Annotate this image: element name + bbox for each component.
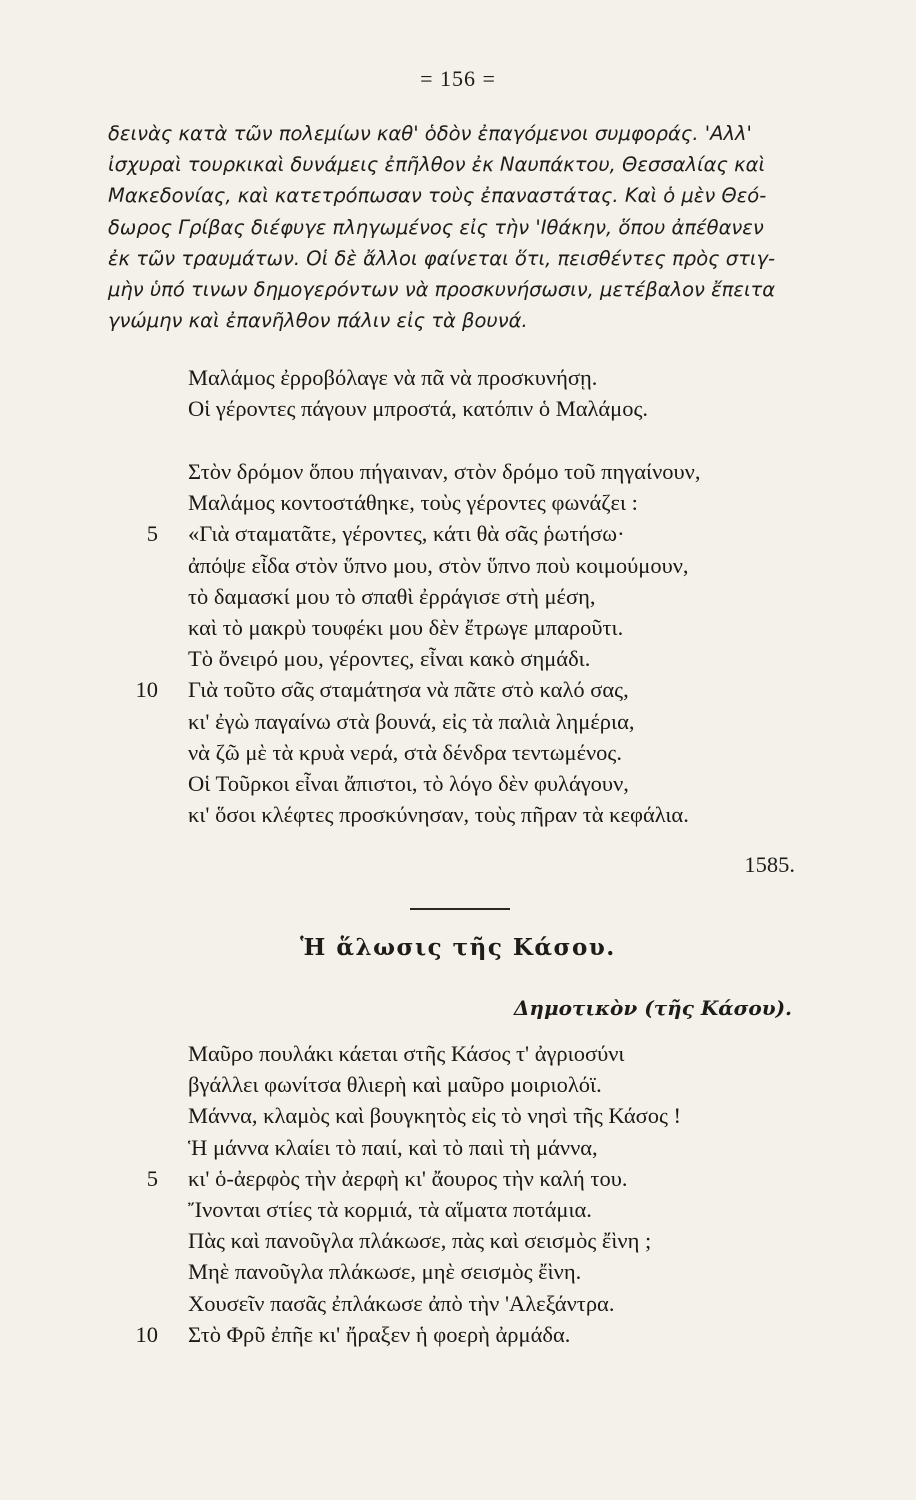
verse-line bbox=[0, 393, 916, 424]
verse-text: Πὰς καὶ πανοῦγλα πλάκωσε, πὰς καὶ σεισμὸς ἔὶνη ; bbox=[188, 1228, 652, 1254]
verse-text: Ἡ μάννα κλαίει τὸ παιί, καὶ τὸ παιὶ τὴ μάννα, bbox=[188, 1134, 598, 1160]
prose-line: ἐκ τῶν τραυμάτων. Οἱ δὲ ἄλλοι φαίνεται ὅτι, πεισθέντες πρὸς στιγ- bbox=[108, 246, 776, 270]
verse-line bbox=[0, 1288, 916, 1319]
prose-line: ἰσχυραὶ τουρκικαὶ δυνάμεις ἐπῆλθον ἐκ Ναυπάκτου, Θεσσαλίας καὶ bbox=[108, 153, 766, 177]
verse-line bbox=[0, 518, 916, 549]
verse-line bbox=[0, 1100, 916, 1131]
verse-line bbox=[0, 768, 916, 799]
verse-line bbox=[0, 706, 916, 737]
verse-text: Οἱ γέροντες πάγουν μπροστά, κατόπιν ὁ Μαλάμος. bbox=[188, 396, 649, 422]
poem-intro-couplet bbox=[0, 362, 916, 424]
prose-line: δωρος Γρίβας διέφυγε πληγωμένος εἰς τὴν 'Ιθάκην, ὅπου ἀπέθανεν bbox=[108, 215, 764, 239]
prose-line: γνώμην καὶ ἐπανῆλθον πάλιν εἰς τὰ βουνά. bbox=[108, 309, 528, 333]
verse-text: κι' ἐγὼ παγαίνω στὰ βουνά, εἰς τὰ παλιὰ λημέρια, bbox=[188, 708, 635, 734]
verse-text: Οἱ Τοῦρκοι εἶναι ἄπιστοι, τὸ λόγο δὲν φυλάγουν, bbox=[188, 770, 629, 796]
verse-line bbox=[0, 456, 916, 487]
verse-text: Τὸ ὄνειρό μου, γέροντες, εἶναι κακὸ σημάδι. bbox=[188, 646, 591, 672]
section-divider bbox=[410, 908, 510, 910]
verse-line bbox=[0, 1225, 916, 1256]
verse-line bbox=[0, 1069, 916, 1100]
verse-text: Χουσεῖν πασᾶς ἐπλάκωσε ἀπὸ τὴν 'Αλεξάντρα. bbox=[188, 1290, 615, 1316]
poem-malamos bbox=[0, 456, 916, 830]
verse-line bbox=[0, 1038, 916, 1069]
line-number: 5 bbox=[146, 521, 158, 547]
prose-line: μὴν ὑπό τινων δημογερόντων νὰ προσκυνήσωσιν, μετέβαλον ἔπειτα bbox=[108, 277, 776, 301]
verse-text: «Γιὰ σταματᾶτε, γέροντες, κάτι θὰ σᾶς ῥωτήσω· bbox=[188, 521, 625, 547]
verse-text: Μαλάμος ἐρροβόλαγε νὰ πᾶ νὰ προσκυνήσῃ. bbox=[188, 365, 598, 390]
section-subtitle: Δημοτικὸν (τῆς Κάσου). bbox=[513, 996, 792, 1020]
verse-line bbox=[0, 362, 916, 393]
verse-text: κι' ὅσοι κλέφτες προσκύνησαν, τοὺς πῆραν τὰ κεφάλια. bbox=[188, 802, 689, 828]
page-number: = 156 = bbox=[420, 66, 496, 91]
verse-text: τὸ δαμασκί μου τὸ σπαθὶ ἐρράγισε στὴ μέση, bbox=[188, 583, 596, 609]
verse-text: Μηὲ πανοῦγλα πλάκωσε, μηὲ σεισμὸς ἔὶνη. bbox=[188, 1259, 582, 1285]
verse-text: Ἴνονται στίες τὰ κορμιά, τὰ αἵματα ποτάμια. bbox=[188, 1196, 592, 1222]
verse-line bbox=[0, 643, 916, 674]
verse-text: Μάννα, κλαμὸς καὶ βουγκητὸς εἰς τὸ νησὶ τῆς Κάσος ! bbox=[188, 1103, 682, 1129]
prose-line: Μακεδονίας, καὶ κατετρόπωσαν τοὺς ἐπαναστάτας. Καὶ ὁ μὲν Θεό- bbox=[108, 184, 767, 208]
verse-line bbox=[0, 487, 916, 518]
prose-line: δεινὰς κατὰ τῶν πολεμίων καθ' ὁδὸν ἐπαγόμενοι συμφοράς. 'Αλλ' bbox=[108, 122, 752, 145]
verse-text: βγάλλει φωνίτσα θλιερὴ καὶ μαῦρο μοιριολόϊ. bbox=[188, 1072, 602, 1098]
verse-line bbox=[0, 550, 916, 581]
verse-text: Μαῦρο πουλάκι κάεται στῆς Κάσος τ' ἀγριοσύνι bbox=[188, 1041, 625, 1066]
verse-text: νὰ ζῶ μὲ τὰ κρυὰ νερά, στὰ δένδρα τεντωμένος. bbox=[188, 739, 622, 765]
verse-text: καὶ τὸ μακρὺ τουφέκι μου δὲν ἔτρωγε μπαροῦτι. bbox=[188, 614, 624, 640]
verse-text: Στὸν δρόμον ὅπου πήγαιναν, στὸν δρόμο τοῦ πηγαίνουν, bbox=[188, 459, 701, 484]
line-number: 10 bbox=[135, 677, 158, 703]
verse-line bbox=[0, 1319, 916, 1350]
verse-text: Στὸ Φρῦ ἐπῆε κι' ἤραξεν ἡ φοερὴ ἀρμάδα. bbox=[188, 1321, 571, 1347]
verse-line bbox=[0, 1132, 916, 1163]
verse-line bbox=[0, 1256, 916, 1287]
verse-text: ἀπόψε εἶδα στὸν ὕπνο μου, στὸν ὕπνο ποὺ κοιμούμουν, bbox=[188, 552, 689, 578]
verse-line bbox=[0, 612, 916, 643]
verse-line bbox=[0, 674, 916, 705]
section-title: Ἡ ἅλωσις τῆς Κάσου. bbox=[300, 934, 616, 961]
verse-text: Γιὰ τοῦτο σᾶς σταμάτησα νὰ πᾶτε στὸ καλό σας, bbox=[188, 677, 629, 703]
line-number: 5 bbox=[146, 1165, 158, 1191]
verse-text: κι' ὁ-ἀερφὸς τὴν ἀερφὴ κι' ἄουρος τὴν καλή του. bbox=[188, 1165, 628, 1191]
prose-paragraph bbox=[108, 118, 848, 336]
poem-year: 1585. bbox=[744, 852, 795, 877]
verse-line bbox=[0, 799, 916, 830]
verse-line bbox=[0, 1194, 916, 1225]
line-number: 10 bbox=[135, 1321, 158, 1347]
verse-line bbox=[0, 737, 916, 768]
verse-line bbox=[0, 1163, 916, 1194]
poem-kasos bbox=[0, 1038, 916, 1350]
verse-text: Μαλάμος κοντοστάθηκε, τοὺς γέροντες φωνάζει : bbox=[188, 490, 638, 516]
verse-line bbox=[0, 581, 916, 612]
